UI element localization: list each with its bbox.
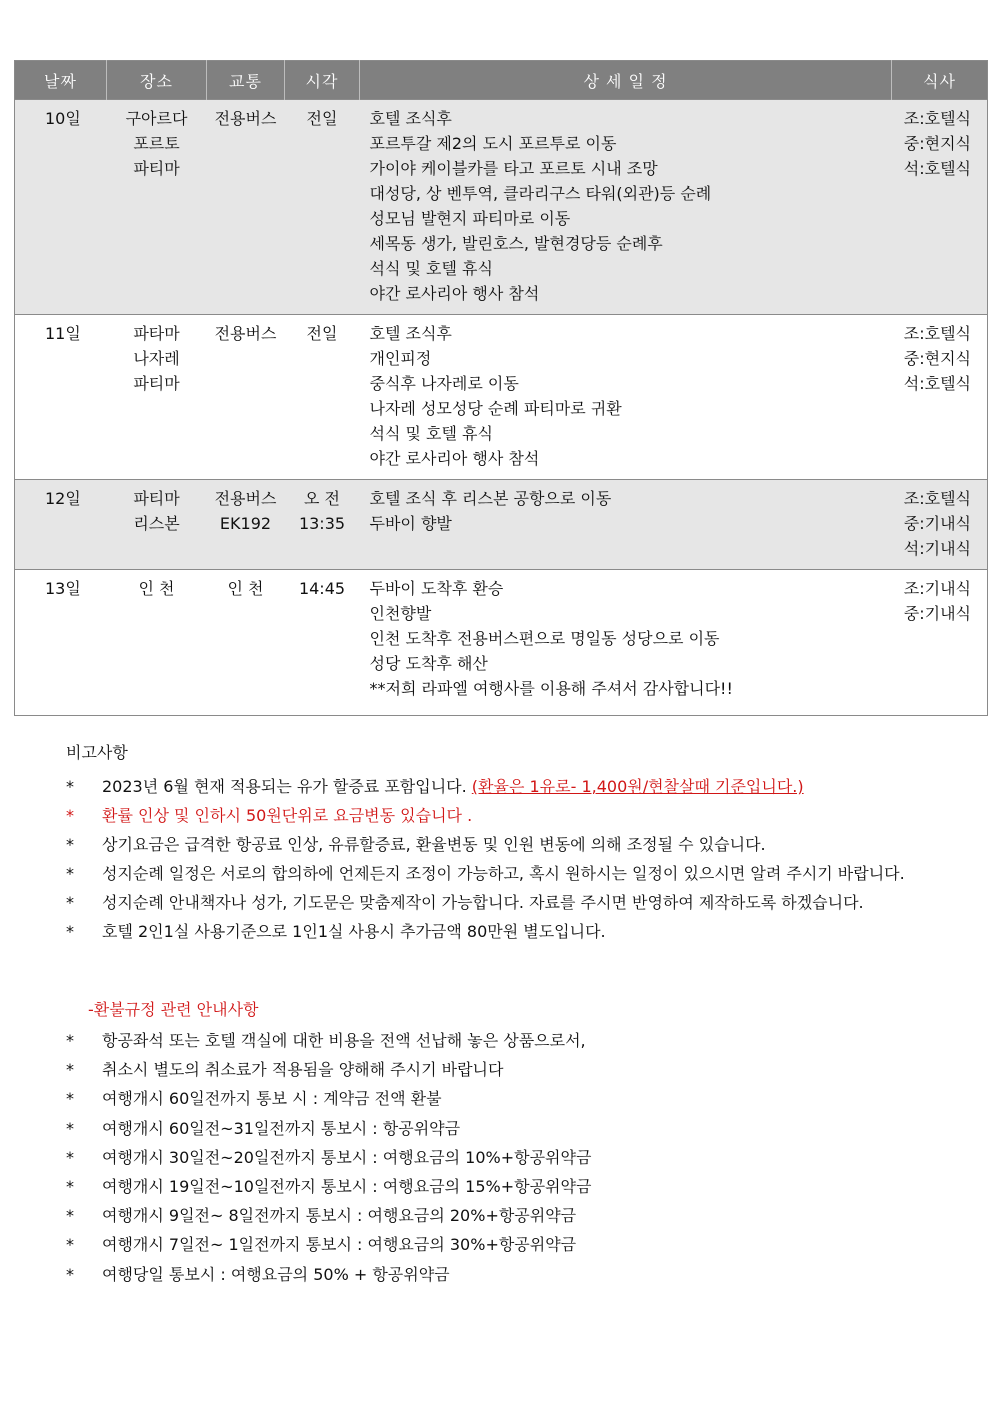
meal-line: 석:호텔식 <box>903 159 971 178</box>
bullet-asterisk: * <box>66 1147 74 1167</box>
remark-text: 성지순례 일정은 서로의 합의하에 언제든지 조정이 가능하고, 혹시 원하시는 일정이 있으시면 알려 주시기 바랍니다. <box>102 864 905 883</box>
row-place <box>107 100 207 315</box>
detail-line: 호텔 조식후 <box>369 109 452 128</box>
refund-text: 여행개시 19일전~10일전까지 통보시 : 여행요금의 15%+항공위약금 <box>102 1177 592 1197</box>
detail-line: 세목동 생가, 발린호스, 발현경당등 순례후 <box>369 234 663 253</box>
detail-line: **저희 라파엘 여행사를 이용해 주셔서 감사합니다!! <box>369 679 733 698</box>
table-row <box>15 570 988 716</box>
bullet-asterisk: * <box>66 922 74 941</box>
place-line: 파티마 <box>133 159 180 178</box>
bullet-asterisk: * <box>66 1118 74 1138</box>
place-line: 파티마 <box>133 489 180 508</box>
remark-text: 상기요금은 급격한 항공료 인상, 유류할증료, 환율변동 및 인원 변동에 의해 조정될 수 있습니다. <box>102 835 766 854</box>
refund-item <box>66 1172 966 1201</box>
refund-text: 여행개시 30일전~20일전까지 통보시 : 여행요금의 10%+항공위약금 <box>102 1147 592 1167</box>
detail-line: 석식 및 호텔 휴식 <box>369 424 493 443</box>
refund-item <box>66 1026 966 1055</box>
bullet-asterisk: * <box>66 1206 74 1226</box>
detail-line: 호텔 조식 후 리스본 공항으로 이동 <box>369 489 612 508</box>
remark-item <box>66 772 966 801</box>
row-detail <box>360 570 892 716</box>
detail-line: 성모님 발현지 파티마로 이동 <box>369 209 571 228</box>
row-meal <box>892 100 988 315</box>
detail-line: 가이야 케이블카를 타고 포르토 시내 조망 <box>369 159 658 178</box>
row-time <box>285 480 360 570</box>
header-meal: 식사 <box>892 61 988 100</box>
row-detail <box>360 315 892 480</box>
meal-line: 석:호텔식 <box>903 374 971 393</box>
row-place <box>107 570 207 716</box>
table-row <box>15 100 988 315</box>
row-transport <box>207 100 285 315</box>
bullet-asterisk: * <box>66 1235 74 1255</box>
time-line: 13:35 <box>298 514 346 533</box>
remark-item <box>66 917 966 946</box>
meal-line: 중:현지식 <box>903 134 971 153</box>
table-row <box>15 315 988 480</box>
refund-item <box>66 1143 966 1172</box>
detail-line: 나자레 성모성당 순례 파티마로 귀환 <box>369 399 622 418</box>
detail-line: 야간 로사리아 행사 참석 <box>369 449 540 468</box>
meal-line: 중:기내식 <box>903 604 971 623</box>
remark-item <box>66 888 966 917</box>
time-line: 전일 <box>306 324 338 343</box>
place-line: 리스본 <box>133 514 180 533</box>
refund-text: 항공좌석 또는 호텔 객실에 대한 비용을 전액 선납해 놓은 상품으로서, <box>102 1031 586 1050</box>
detail-line: 인천향발 <box>369 604 432 623</box>
refund-item <box>66 1084 966 1113</box>
remarks-heading: 비고사항 <box>66 743 128 762</box>
remark-text: 호텔 2인1실 사용기준으로 1인1실 사용시 추가금액 80만원 별도입니다. <box>102 922 606 941</box>
detail-line: 대성당, 상 벤투역, 클라리구스 타워(외관)등 순례 <box>369 184 712 203</box>
bullet-asterisk: * <box>66 1177 74 1197</box>
row-time <box>285 100 360 315</box>
bullet-asterisk: * <box>66 864 74 883</box>
header-time: 시각 <box>285 61 360 100</box>
transport-line: 전용버스 <box>214 489 277 508</box>
refund-heading: -환불규정 관련 안내사항 <box>88 1000 259 1019</box>
refund-text: 여행개시 7일전~ 1일전까지 통보시 : 여행요금의 30%+항공위약금 <box>102 1235 577 1255</box>
transport-line: EK192 <box>219 514 272 533</box>
place-line: 인 천 <box>138 579 175 598</box>
row-date: 11일 <box>15 315 107 480</box>
exchange-rate-note: (환율은 1유로- 1,400원/현찰살때 기준입니다.) <box>471 777 804 796</box>
refund-text: 취소시 별도의 취소료가 적용됨을 양해해 주시기 바랍니다 <box>102 1060 504 1080</box>
meal-line: 조:호텔식 <box>903 324 971 343</box>
bullet-asterisk: * <box>66 806 74 825</box>
row-place <box>107 480 207 570</box>
bullet-asterisk: * <box>66 893 74 912</box>
detail-line: 인천 도착후 전용버스편으로 명일동 성당으로 이동 <box>369 629 720 648</box>
transport-line: 인 천 <box>227 579 264 598</box>
meal-line: 조:호텔식 <box>903 109 971 128</box>
remark-text: 환률 인상 및 인하시 50원단위로 요금변동 있습니다 . <box>102 806 473 825</box>
bullet-asterisk: * <box>66 1264 74 1284</box>
row-date: 12일 <box>15 480 107 570</box>
meal-line: 석:기내식 <box>903 539 971 558</box>
row-meal <box>892 480 988 570</box>
remark-item <box>66 801 966 830</box>
refund-item <box>66 1230 966 1259</box>
place-line: 구아르다 <box>125 109 188 128</box>
row-detail <box>360 100 892 315</box>
meal-line: 중:현지식 <box>903 349 971 368</box>
row-meal <box>892 570 988 716</box>
detail-line: 개인피정 <box>369 349 432 368</box>
meal-line: 조:호텔식 <box>903 489 971 508</box>
row-date: 13일 <box>15 570 107 716</box>
remark-item <box>66 859 966 888</box>
meal-line: 조:기내식 <box>903 579 971 598</box>
itinerary-sheet <box>14 60 987 716</box>
detail-line: 포르투갈 제2의 도시 포르투로 이동 <box>369 134 617 153</box>
header-date: 날짜 <box>15 61 107 100</box>
refund-text: 여행당일 통보시 : 여행요금의 50% + 항공위약금 <box>102 1264 450 1284</box>
transport-line: 전용버스 <box>214 109 277 128</box>
refund-text: 여행개시 60일전까지 통보 시 : 계약금 전액 환불 <box>102 1089 442 1109</box>
remark-text: 성지순례 안내책자나 성가, 기도문은 맞춤제작이 가능합니다. 자료를 주시면 반영하여 제작하도록 하겠습니다. <box>102 893 864 912</box>
row-place <box>107 315 207 480</box>
row-detail <box>360 480 892 570</box>
refund-item <box>66 1055 966 1084</box>
detail-line: 성당 도착후 해산 <box>369 654 488 673</box>
remark-item <box>66 830 966 859</box>
place-line: 포르토 <box>133 134 180 153</box>
place-line: 파타마 <box>133 324 180 343</box>
detail-line: 두바이 향발 <box>369 514 452 533</box>
row-time <box>285 315 360 480</box>
row-transport <box>207 480 285 570</box>
header-place: 장소 <box>107 61 207 100</box>
bullet-asterisk: * <box>66 835 74 854</box>
time-line: 전일 <box>306 109 338 128</box>
bullet-asterisk: * <box>66 1060 74 1080</box>
time-line: 오 전 <box>304 489 340 508</box>
refund-item <box>66 1260 966 1289</box>
refund-policy-section <box>66 996 966 1289</box>
transport-line: 전용버스 <box>214 324 277 343</box>
table-header-row <box>15 61 988 100</box>
row-date: 10일 <box>15 100 107 315</box>
refund-text: 여행개시 60일전~31일전까지 통보시 : 항공위약금 <box>102 1118 461 1138</box>
bullet-asterisk: * <box>66 1031 74 1050</box>
refund-item <box>66 1201 966 1230</box>
place-line: 나자레 <box>133 349 180 368</box>
row-meal <box>892 315 988 480</box>
header-detail: 상 세 일 정 <box>360 61 892 100</box>
header-transport: 교통 <box>207 61 285 100</box>
bullet-asterisk: * <box>66 777 74 796</box>
itinerary-table <box>14 60 988 716</box>
table-row <box>15 480 988 570</box>
refund-text: 여행개시 9일전~ 8일전까지 통보시 : 여행요금의 20%+항공위약금 <box>102 1206 577 1226</box>
row-time <box>285 570 360 716</box>
time-line: 14:45 <box>298 579 346 598</box>
remark-text: 2023년 6월 현재 적용되는 유가 할증료 포함입니다. <box>102 777 472 796</box>
detail-line: 석식 및 호텔 휴식 <box>369 259 493 278</box>
remarks-section <box>66 740 966 946</box>
row-transport <box>207 570 285 716</box>
detail-line: 두바이 도착후 환승 <box>369 579 504 598</box>
detail-line: 중식후 나자레로 이동 <box>369 374 519 393</box>
meal-line: 중:기내식 <box>903 514 971 533</box>
detail-line: 야간 로사리아 행사 참석 <box>369 284 540 303</box>
bullet-asterisk: * <box>66 1089 74 1109</box>
row-transport <box>207 315 285 480</box>
refund-item <box>66 1114 966 1143</box>
place-line: 파티마 <box>133 374 180 393</box>
detail-line: 호텔 조식후 <box>369 324 452 343</box>
